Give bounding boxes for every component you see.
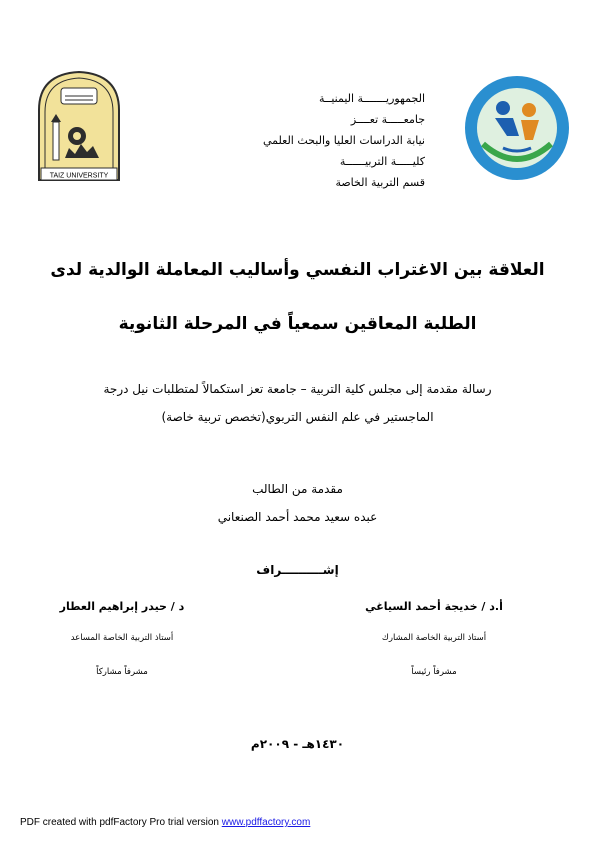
supervision-heading: إشــــــــــراف bbox=[256, 563, 339, 577]
header-line-faculty: كليـــــة التربيــــــة bbox=[339, 155, 425, 168]
submission-date: ١٤٣٠هـ - ٢٠٠٩م bbox=[250, 737, 345, 751]
header-line-country: الجمهوريـــــــة اليمنيــة bbox=[318, 92, 425, 105]
supervisor-main bbox=[334, 597, 534, 681]
header-line-university: جامعـــــة تعــــز bbox=[350, 113, 425, 126]
supervisor-co-name: د / حيدر إبراهيم العطار bbox=[59, 600, 185, 613]
institution-header bbox=[225, 88, 425, 193]
student-name: عبده سعيد محمد أحمد الصنعاني bbox=[217, 510, 378, 524]
thesis-statement-line-2: الماجستير في علم النفس التربوي(تخصص تربية خاصة) bbox=[161, 410, 434, 424]
submitted-by-label: مقدمة من الطالب bbox=[252, 482, 343, 496]
supervisor-co-title: أستاذ التربية الخاصة المساعد bbox=[70, 633, 174, 643]
logo-caption: TAIZ UNIVERSITY bbox=[49, 172, 109, 180]
pdf-footer bbox=[20, 817, 310, 828]
footer-link[interactable]: www.pdffactory.com bbox=[221, 817, 311, 828]
supervisor-main-name: أ.د / خديجة أحمد السياغي bbox=[365, 600, 503, 613]
thesis-statement-line-1: رسالة مقدمة إلى مجلس كلية التربية – جامعة تعز استكمالاً لمتطلبات نيل درجة bbox=[103, 382, 492, 396]
supervisor-co-role: مشرفاً مشاركاً bbox=[96, 667, 148, 677]
footer-text: PDF created with pdfFactory Pro trial version bbox=[20, 817, 222, 828]
supervisor-co bbox=[22, 597, 222, 681]
thesis-title-line-2: الطلبة المعاقين سمعياً في المرحلة الثانوية bbox=[118, 314, 477, 334]
special-needs-association-logo bbox=[463, 74, 571, 182]
header-line-deanship: نيابة الدراسات العليا والبحث العلمي bbox=[262, 134, 425, 147]
taiz-university-logo bbox=[29, 70, 129, 184]
thesis-title-line-1: العلاقة بين الاغتراب النفسي وأساليب المعاملة الوالدية لدى bbox=[50, 260, 545, 280]
supervisor-main-title: أستاذ التربية الخاصة المشارك bbox=[381, 633, 487, 643]
supervisor-main-role: مشرفاً رئيساً bbox=[411, 667, 457, 677]
header-line-department: قسم التربية الخاصة bbox=[335, 176, 425, 189]
